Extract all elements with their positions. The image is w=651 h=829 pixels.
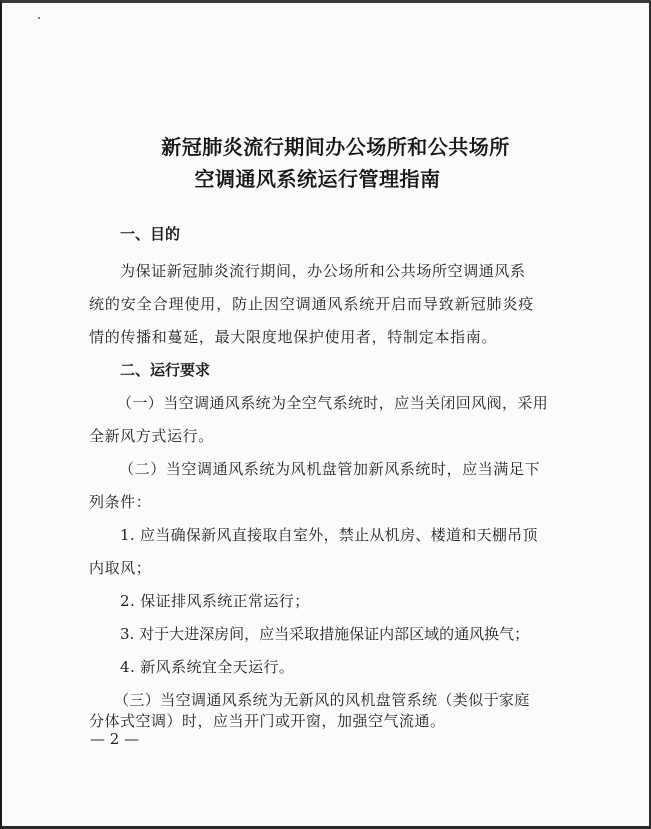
section-heading-requirements: 二、运行要求 [120, 361, 211, 379]
list-item: 3. 对于大进深房间，应当采取措施保证内部区域的通风换气； [120, 625, 530, 643]
paragraph-line: 统的安全合理使用，防止因空调通风系统开启而导致新冠肺炎疫 [89, 295, 535, 313]
page-number: — 2 — [90, 730, 140, 748]
paragraph-line: 情的传播和蔓延，最大限度地保护使用者，特制定本指南。 [89, 328, 498, 346]
section-heading-purpose: 一、目的 [120, 225, 181, 243]
list-item: 4. 新风系统宜全天运行。 [120, 658, 295, 676]
list-item-line: 内取风； [89, 559, 152, 577]
title-line-2: 空调通风系统运行管理指南 [194, 167, 441, 191]
paragraph-line: （二）当空调通风系统为风机盘管加新风系统时，应当满足下 [119, 460, 541, 478]
paragraph-line: （一）当空调通风系统为全空气系统时，应当关闭回风阀，采用 [117, 394, 549, 412]
list-item-line: 1. 应当确保新风直接取自室外，禁止从机房、楼道和天棚吊顶 [120, 526, 538, 544]
paragraph-line: （三）当空调通风系统为无新风的风机盘管系统（类似于家庭 [114, 691, 530, 709]
paragraph-line: 全新风方式运行。 [89, 427, 214, 445]
title-line-1: 新冠肺炎流行期间办公场所和公共场所 [161, 135, 510, 159]
paragraph-line: 为保证新冠肺炎流行期间，办公场所和公共场所空调通风系 [120, 262, 526, 280]
paragraph-line: 分体式空调）时，应当开门或开窗，加强空气流通。 [89, 712, 446, 730]
list-item: 2. 保证排风系统正常运行； [120, 592, 310, 610]
paragraph-line: 列条件： [89, 493, 152, 511]
scan-speck [38, 17, 40, 19]
